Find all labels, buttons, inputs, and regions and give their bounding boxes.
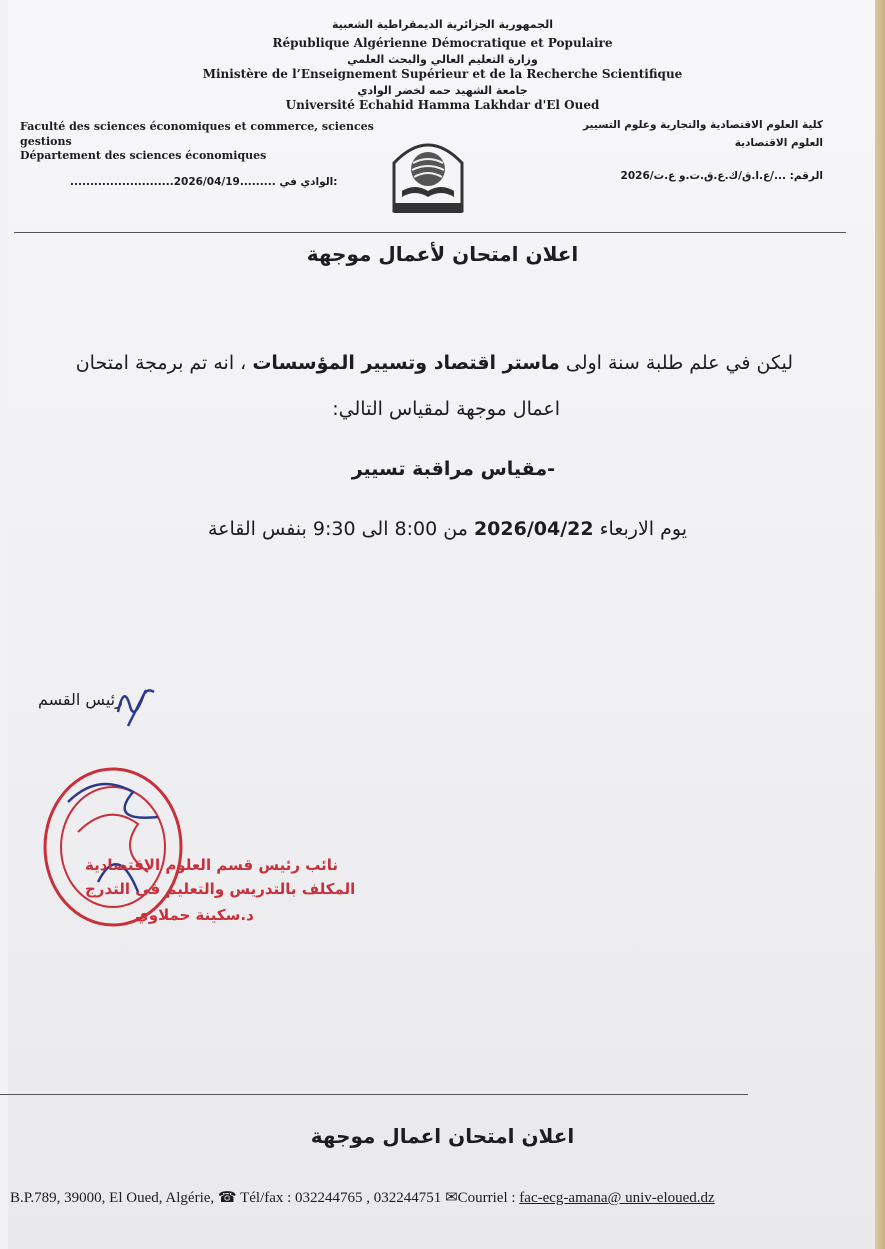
faculty-fr-line1: Faculté des sciences économiques et commerce, sciences	[20, 120, 374, 133]
date-line: ..........................2026/04/19......... الوادي في:	[70, 176, 338, 188]
footer-address: B.P.789, 39000, El Oued, Algérie,	[10, 1190, 215, 1206]
phone-icon: ☎	[217, 1190, 237, 1206]
exam-schedule	[208, 518, 687, 540]
footer-contact	[10, 1188, 715, 1207]
announcement-title: اعلان امتحان لأعمال موجهة	[306, 242, 579, 266]
footer-email-label: Courriel :	[457, 1190, 516, 1206]
footer-title: اعلان امتحان اعمال موجهة	[310, 1124, 575, 1148]
footer-phone: Tél/fax : 032244765 , 032244751	[240, 1190, 442, 1206]
announcement-line1	[76, 352, 793, 374]
university-logo-icon	[388, 133, 468, 217]
announcement-line2: اعمال موجهة لمقياس التالي:	[332, 398, 560, 420]
line1-intro: ليكن في علم طلبة سنة اولى	[559, 352, 793, 374]
head-signature-icon	[110, 678, 162, 730]
schedule-time: من 8:00 الى 9:30 بنفس القاعة	[207, 518, 474, 540]
university-ar: جامعة الشهيد حمه لخضر الوادي	[357, 84, 528, 97]
module-name: -مقياس مراقبة تسيير	[351, 458, 555, 480]
stamp-line1: نائب رئيس قسم العلوم الاقتصادية	[85, 856, 338, 874]
department-head-label: رئيس القسم	[38, 690, 123, 709]
ministry-ar: وزارة التعليم العالي والبحث العلمي	[347, 53, 538, 66]
faculty-ar-line1: كلية العلوم الاقتصادية والتجارية وعلوم التسيير	[582, 119, 823, 131]
stamp-line2: المكلف بالتدريس والتعليم في التدرج	[85, 880, 356, 898]
line1-rest: ، انه تم برمجة امتحان	[75, 352, 253, 374]
republic-ar: الجمهورية الجزائرية الديمقراطية الشعبية	[332, 18, 553, 31]
header-divider	[14, 232, 846, 233]
faculty-fr-line2: gestions	[20, 135, 72, 148]
republic-fr: République Algérienne Démocratique et Populaire	[272, 36, 613, 50]
university-fr: Université Echahid Hamma Lakhdar d'El Oued	[285, 98, 600, 112]
faculty-ar-line2: العلوم الاقتصادية	[734, 137, 823, 149]
page-edge	[875, 0, 885, 1249]
program-name: ماستر اقتصاد وتسيير المؤسسات	[252, 352, 560, 374]
schedule-date: 2026/04/22	[473, 518, 594, 540]
schedule-day: يوم الاربعاء	[593, 518, 687, 540]
footer-divider	[0, 1094, 748, 1095]
stamp-line3: د.سكينة حملاوي	[135, 906, 254, 924]
reference-number: الرقم: .../ع.ا.ق/ك.ع.ق.ت.و ع.ت/2026	[620, 170, 823, 182]
ministry-fr: Ministère de l’Enseignement Supérieur et de la Recherche Scientifique	[202, 67, 683, 81]
footer-email[interactable]: fac-ecg-amana@ univ-eloued.dz	[519, 1190, 715, 1206]
mail-icon: ✉	[445, 1190, 458, 1206]
department-fr: Département des sciences économiques	[20, 149, 267, 162]
